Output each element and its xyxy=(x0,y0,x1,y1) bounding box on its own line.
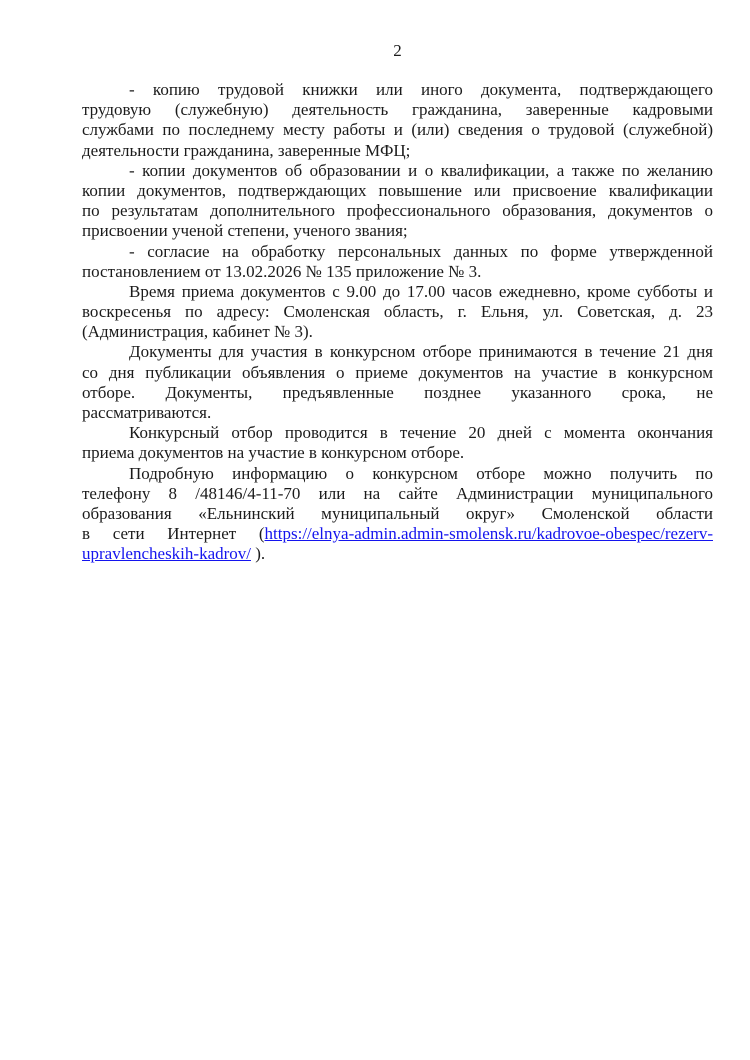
text-line xyxy=(82,141,713,161)
text-line xyxy=(82,100,713,120)
text-line xyxy=(82,201,713,221)
text-line xyxy=(82,80,713,100)
text-segment: (Администрация, кабинет № 3). xyxy=(82,322,313,342)
text-line xyxy=(82,302,713,322)
text-line xyxy=(82,363,713,383)
text-segment: по результатам дополнительного профессионального образования, документов о xyxy=(82,201,713,221)
text-segment: воскресенья по адресу: Смоленская область, г. Ельня, ул. Советская, д. 23 xyxy=(82,302,713,322)
text-line xyxy=(82,403,713,423)
paragraph xyxy=(82,464,713,565)
hyperlink[interactable]: https://elnya-admin.admin-smolensk.ru/kadrovoe-obespec/rezerv- xyxy=(264,524,713,544)
text-segment: в сети Интернет ( xyxy=(82,524,265,544)
text-segment: Подробную информацию о конкурсном отборе можно получить по xyxy=(129,463,713,483)
text-line xyxy=(82,342,713,362)
text-segment: - копию трудовой книжки или иного документа, подтверждающего xyxy=(129,80,713,99)
text-line xyxy=(82,504,713,524)
text-segment: телефону 8 /48146/4-11-70 или на сайте Администрации муниципального xyxy=(82,483,713,503)
paragraph xyxy=(82,342,713,423)
paragraph xyxy=(82,423,713,463)
text-line xyxy=(82,120,713,140)
text-segment: отборе. Документы, предъявленные позднее указанного срока, не xyxy=(82,382,713,402)
text-segment: приема документов на участие в конкурсном отборе. xyxy=(82,443,465,463)
text-line xyxy=(82,221,713,241)
document-body xyxy=(82,80,713,565)
text-line xyxy=(82,443,713,463)
paragraph xyxy=(82,80,713,161)
text-segment: - копии документов об образовании и о квалификации, а также по желанию xyxy=(129,160,713,180)
text-line xyxy=(82,383,713,403)
text-line xyxy=(82,282,713,302)
text-line xyxy=(82,242,713,262)
text-line xyxy=(82,464,713,484)
text-segment: со дня публикации объявления о приеме документов на участие в конкурсном xyxy=(82,362,713,382)
text-line xyxy=(82,161,713,181)
text-segment: Конкурсный отбор проводится в течение 20 дней с момента окончания xyxy=(129,423,713,443)
text-segment: постановлением от 13.02.2026 № 135 приложение № 3. xyxy=(82,261,482,281)
text-line xyxy=(82,484,713,504)
text-segment: рассматриваются. xyxy=(82,403,212,422)
text-segment: Время приема документов с 9.00 до 17.00 часов ежедневно, кроме субботы и xyxy=(129,281,713,301)
hyperlink[interactable]: upravlencheskih-kadrov/ xyxy=(82,544,251,564)
text-segment: Документы для участия в конкурсном отборе принимаются в течение 21 дня xyxy=(129,342,713,362)
paragraph xyxy=(82,242,713,282)
text-segment: - согласие на обработку персональных данных по форме утвержденной xyxy=(129,241,713,261)
text-segment: трудовую (служебную) деятельность гражданина, заверенные кадровыми xyxy=(82,100,713,120)
text-line xyxy=(82,544,713,564)
text-line xyxy=(82,262,713,282)
paragraph xyxy=(82,161,713,242)
text-segment: образования «Ельнинский муниципальный округ» Смоленской области xyxy=(82,503,713,523)
text-line xyxy=(82,181,713,201)
text-segment: ). xyxy=(251,544,266,564)
text-segment: службами по последнему месту работы и (или) сведения о трудовой (служебной) xyxy=(82,120,713,140)
text-line xyxy=(82,423,713,443)
text-segment: деятельности гражданина, заверенные МФЦ; xyxy=(82,140,411,160)
page-number: 2 xyxy=(393,41,402,60)
text-line xyxy=(82,322,713,342)
paragraph xyxy=(82,282,713,343)
text-segment: копии документов, подтверждающих повышение или присвоение квалификации xyxy=(82,180,713,200)
text-segment: присвоении ученой степени, ученого звания; xyxy=(82,221,408,241)
text-line xyxy=(82,524,713,544)
